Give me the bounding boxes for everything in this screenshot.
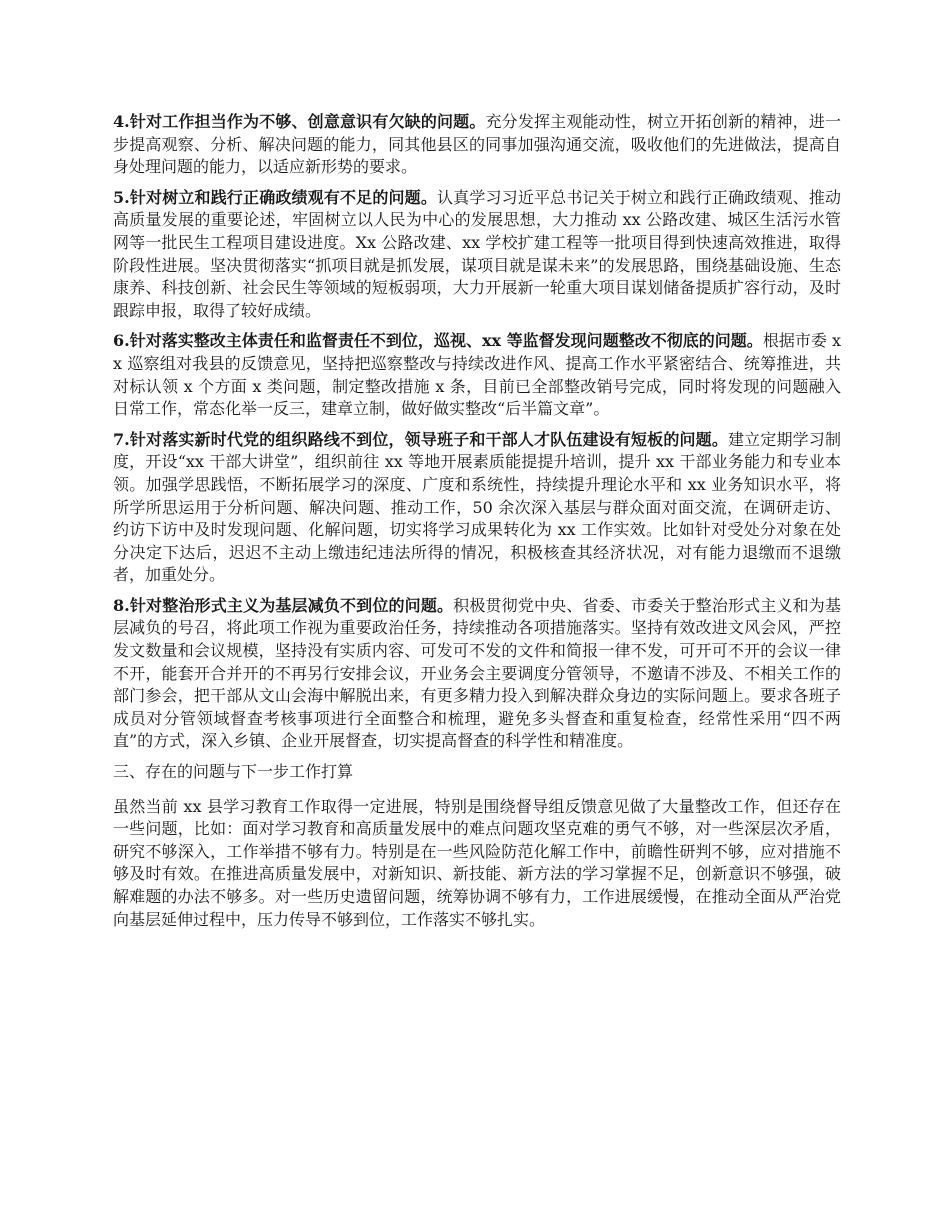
paragraph-item-4: [113, 111, 841, 179]
paragraph-body: 根据市委 xx 巡察组对我县的反馈意见，坚持把巡察整改与持续改进作风、提高工作水平紧密结合、统筹推进，共对标认领 x 个方面 x 类问题，制定整改措施 x 条，目前已全部整改销号完成，同时将发现的问题融入日常工作，常态化举一反三，建章立制，做好做实整改“后半篇文章”。: [113, 331, 841, 419]
paragraph-lead: 4.针对工作担当作为不够、创意意识有欠缺的问题。: [113, 112, 486, 131]
paragraph-lead: 8.针对整治形式主义为基层减负不到位的问题。: [113, 595, 454, 615]
paragraph-item-5: [113, 187, 841, 323]
paragraph-body: 认真学习习近平总书记关于树立和践行正确政绩观、推动高质量发展的重要论述，牢固树立以人民为中心的发展思想，大力推动 xx 公路改建、城区生活污水管网等一批民生工程项目建设进度。Xx 公路改建、xx 学校扩建工程等一批项目得到快速高效推进，取得阶段性进展。坚决贯彻落实“抓项目就是抓发展，谋项目就是谋未来”的发展思路，围绕基础设施、生态康养、科技创新、社会民生等领域的短板弱项，大力开展新一轮重大项目谋划储备提质扩容行动，及时跟踪申报，取得了较好成绩。: [113, 187, 841, 320]
closing-paragraph: 虽然当前 xx 县学习教育工作取得一定进展，特别是围绕督导组反馈意见做了大量整改工作，但还存在一些问题，比如：面对学习教育和高质量发展中的难点问题攻坚克难的勇气不够，对一些深层次矛盾，研究不够深入，工作举措不够有力。特别是在一些风险防范化解工作中，前瞻性研判不够，应对措施不够及时有效。在推进高质量发展中，对新知识、新技能、新方法的学习掌握不足，创新意识不够强，破解难题的办法不够多。对一些历史遗留问题，统筹协调不够有力，工作进展缓慢，在推动全面从严治党向基层延伸过程中，压力传导不够到位，工作落实不够扎实。: [113, 796, 841, 929]
paragraph-body: 建立定期学习制度，开设“xx 干部大讲堂”，组织前往 xx 等地开展素质能提提升培训，提升 xx 干部业务能力和专业本领。加强学思践悟，不断拓展学习的深度、广度和系统性，持续提升理论水平和 xx 业务知识水平，将所学所思运用于分析问题、解决问题、推动工作，50 余次深入基层与群众面对面交流，在调研走访、约访下访中及时发现问题、化解问题，切实将学习成果转化为 xx 工作实效。比如针对受处分对象在处分决定下达后，迟迟不主动上缴违纪违法所得的情况，积极核查其经济状况，对有能力退缴而不退缴者，加重处分。: [113, 429, 841, 585]
paragraph-item-8: [113, 595, 841, 753]
paragraph-body: 积极贯彻党中央、省委、市委关于整治形式主义和为基层减负的号召，将此项工作视为重要政治任务，持续推动各项措施落实。坚持有效改进文风会风，严控发文数量和会议规模，坚持没有实质内容、可发可不发的文件和简报一律不发，可开可不开的会议一律不开，能套开合并开的不再另行安排会议，开业务会主要调度分管领导，不邀请不涉及、不相关工作的部门参会，把干部从文山会海中解脱出来，有更多精力投入到解决群众身边的实际问题上。要求各班子成员对分管领域督查考核事项进行全面整合和梳理，避免多头督查和重复检查，经常性采用“四不两直”的方式，深入乡镇、企业开展督查，切实提高督查的科学性和精准度。: [113, 595, 841, 751]
paragraph-item-6: [113, 330, 841, 420]
paragraph-lead: 6.针对落实整改主体责任和监督责任不到位，巡视、xx 等监督发现问题整改不彻底的问题。: [113, 331, 763, 351]
paragraph-lead: 7.针对落实新时代党的组织路线不到位，领导班子和干部人才队伍建设有短板的问题。: [113, 429, 728, 449]
document-page: [113, 111, 841, 939]
paragraph-body: 充分发挥主观能动性，树立开拓创新的精神，进一步提高观察、分析、解决问题的能力，同其他县区的同事加强沟通交流，吸收他们的先进做法，提高自身处理问题的能力，以适应新形势的要求。: [113, 112, 841, 177]
paragraph-lead: 5.针对树立和践行正确政绩观有不足的问题。: [113, 187, 438, 207]
section-heading: 三、存在的问题与下一步工作打算: [113, 762, 354, 782]
paragraph-item-7: [113, 429, 841, 587]
